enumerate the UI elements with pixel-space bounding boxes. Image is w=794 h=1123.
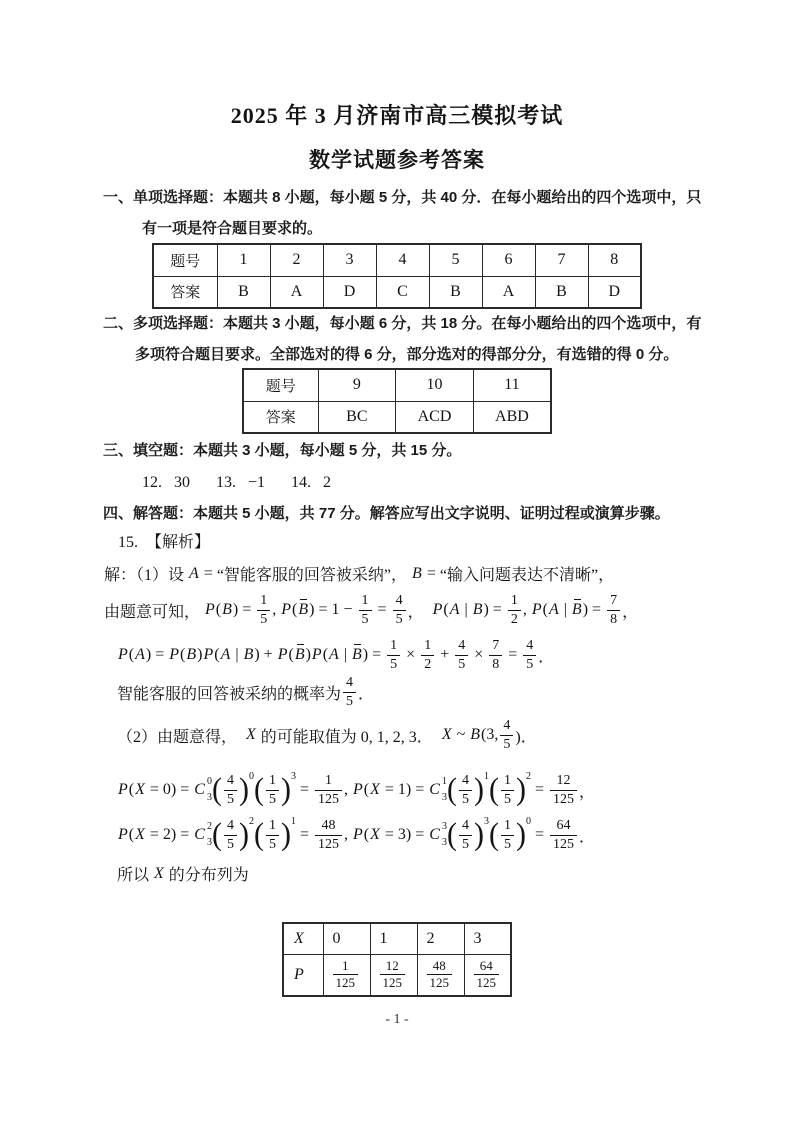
fraction: $\frac{1}{5}$ bbox=[359, 592, 372, 628]
math-operator: = bbox=[180, 826, 190, 843]
table-header-answer: 答案 bbox=[243, 401, 318, 433]
math-operator: = bbox=[415, 781, 425, 798]
dist-x-value: 3 bbox=[464, 923, 511, 954]
math-operator: = bbox=[299, 826, 309, 843]
answer-cell: C bbox=[376, 276, 429, 308]
math-text: 解：（1）设 bbox=[104, 567, 189, 584]
math-variable-overbar: B bbox=[571, 601, 582, 618]
math-text: ) bbox=[483, 601, 489, 618]
math-text: ( bbox=[214, 646, 220, 663]
math-operator: = bbox=[534, 781, 544, 798]
math-text: , bbox=[343, 826, 352, 843]
table-row bbox=[283, 923, 511, 954]
math-text: （2）由题意得， bbox=[117, 728, 246, 746]
math-variable: P bbox=[203, 646, 214, 663]
math-text: ) bbox=[170, 826, 177, 843]
math-text: 的分布列为 bbox=[164, 867, 249, 884]
fraction: $\frac{4}{5}$ bbox=[455, 637, 468, 673]
fraction: $\frac{1}{125}$ bbox=[333, 958, 359, 992]
math-text: ) bbox=[232, 601, 239, 618]
math-text: ( bbox=[128, 781, 135, 798]
dist-p-value bbox=[323, 954, 370, 996]
fraction: $\frac{12}{125}$ bbox=[550, 772, 577, 808]
big-paren: ) bbox=[515, 772, 526, 807]
math-operator: = bbox=[299, 781, 309, 798]
binomial-coefficient: C 3 3 bbox=[429, 821, 447, 848]
fraction: $\frac{4}{5}$ bbox=[224, 817, 237, 853]
math-variable: P bbox=[311, 646, 322, 663]
question-no: 7 bbox=[535, 244, 588, 276]
math-operator: ~ bbox=[456, 726, 466, 743]
math-variable: A bbox=[189, 564, 199, 582]
answer-cell: D bbox=[323, 276, 376, 308]
question-no: 4 bbox=[376, 244, 429, 276]
question-no: 6 bbox=[482, 244, 535, 276]
formula-line-pb bbox=[104, 588, 638, 632]
fraction: $\frac{7}{8}$ bbox=[489, 637, 502, 673]
math-variable: B bbox=[243, 646, 254, 663]
fraction: $\frac{1}{5}$ bbox=[266, 772, 279, 808]
math-operator: = bbox=[508, 646, 518, 663]
math-variable: P bbox=[281, 601, 292, 618]
big-paren: ( bbox=[446, 772, 457, 807]
math-text: ) bbox=[305, 646, 311, 663]
big-paren: ( bbox=[488, 817, 499, 852]
big-paren: ( bbox=[253, 817, 264, 852]
math-text: ， bbox=[407, 603, 432, 621]
math-text: 的可能取值为 0, 1, 2, 3． bbox=[256, 728, 441, 746]
math-variable: X bbox=[135, 826, 145, 843]
math-variable: P bbox=[118, 826, 128, 843]
math-operator: = bbox=[592, 601, 602, 618]
math-text: ) bbox=[405, 781, 412, 798]
superscript: 0 bbox=[525, 816, 531, 827]
math-variable: P bbox=[432, 601, 443, 618]
answer-14 bbox=[291, 467, 331, 498]
math-text: | bbox=[339, 646, 352, 663]
distribution-intro-line bbox=[117, 858, 249, 889]
answer-cell: BC bbox=[318, 401, 396, 433]
answer-13-value: −1 bbox=[248, 474, 266, 491]
page-title: 2025 年 3 月济南市高三模拟考试 bbox=[230, 103, 564, 128]
problem-15-number: 15. bbox=[118, 534, 138, 551]
superscript: 3 bbox=[290, 771, 296, 782]
section4-heading: 四、解答题：本题共 5 小题，共 77 分。解答应写出文字说明、证明过程或演算步骤。 bbox=[103, 505, 670, 522]
fraction: $\frac{4}{5}$ bbox=[459, 772, 472, 808]
math-variable: X bbox=[370, 781, 380, 798]
big-paren: ( bbox=[446, 817, 457, 852]
math-variable: X bbox=[441, 726, 452, 743]
big-paren: ) bbox=[473, 772, 484, 807]
math-text: ( bbox=[180, 646, 186, 663]
question-no: 2 bbox=[270, 244, 323, 276]
table-row bbox=[153, 244, 641, 276]
dist-x-value: 1 bbox=[370, 923, 417, 954]
math-text: ( bbox=[443, 601, 449, 618]
math-variable: P bbox=[352, 826, 363, 843]
math-operator: − bbox=[343, 601, 353, 618]
fraction: $\frac{1}{5}$ bbox=[266, 817, 279, 853]
math-text: | bbox=[231, 646, 243, 663]
dist-p-value bbox=[464, 954, 511, 996]
math-operator: + bbox=[440, 646, 450, 663]
fraction: $\frac{4}{5}$ bbox=[523, 637, 536, 673]
math-text: ) bbox=[582, 601, 589, 618]
big-paren: ( bbox=[211, 817, 222, 852]
table-row bbox=[153, 276, 641, 308]
section2-heading-line2: 多项符合题目要求。全部选对的得 6 分，部分选对的得部分分，有选错的得 0 分。 bbox=[135, 346, 679, 363]
conclusion-line-part1 bbox=[117, 670, 374, 714]
fraction: $\frac{1}{125}$ bbox=[315, 772, 342, 808]
math-operator: = bbox=[384, 781, 394, 798]
fill-in-answers bbox=[142, 467, 357, 498]
answer-12 bbox=[142, 467, 190, 498]
fraction: $\frac{12}{125}$ bbox=[380, 958, 406, 992]
math-text: ( bbox=[128, 826, 135, 843]
distribution-table bbox=[282, 922, 512, 997]
table-header-question-no: 题号 bbox=[153, 244, 217, 276]
math-operator: = bbox=[372, 646, 382, 663]
math-variable: B bbox=[412, 564, 422, 582]
superscript: 1 bbox=[290, 816, 296, 827]
fraction: $\frac{4}{5}$ bbox=[459, 817, 472, 853]
math-text: ) bbox=[254, 646, 260, 663]
math-text: ( bbox=[363, 826, 370, 843]
formula-line-px0-px1 bbox=[117, 768, 595, 812]
math-text: ( bbox=[542, 601, 548, 618]
problem-15-label bbox=[118, 527, 210, 558]
math-text: ) bbox=[405, 826, 412, 843]
answer-12-value: 30 bbox=[174, 474, 190, 491]
dist-p-value bbox=[417, 954, 464, 996]
math-variable: P bbox=[169, 646, 180, 663]
superscript: 2 bbox=[248, 816, 254, 827]
formula-line-px2-px3 bbox=[117, 813, 595, 857]
math-text: “智能客服的回答被采纳”， bbox=[216, 567, 412, 584]
section3-heading: 三、填空题：本题共 3 小题，每小题 5 分，共 15 分。 bbox=[103, 442, 462, 459]
math-operator: = bbox=[426, 564, 436, 582]
math-variable: A bbox=[135, 646, 145, 663]
section2-heading bbox=[103, 308, 703, 370]
answer-14-number: 14. bbox=[291, 474, 312, 491]
fraction: $\frac{48}{125}$ bbox=[427, 958, 453, 992]
answer-cell: B bbox=[429, 276, 482, 308]
answer-13 bbox=[216, 467, 265, 498]
solution-line-part2 bbox=[117, 713, 537, 757]
math-variable: X bbox=[246, 726, 256, 743]
math-text: ( bbox=[288, 646, 294, 663]
page-subtitle: 数学试题参考答案 bbox=[309, 148, 485, 172]
math-variable: A bbox=[329, 646, 339, 663]
math-variable: A bbox=[449, 601, 460, 618]
superscript: 1 bbox=[483, 771, 489, 782]
math-variable: P bbox=[531, 601, 542, 618]
math-text: ． bbox=[538, 648, 555, 666]
section1-heading-line1: 一、单项选择题：本题共 8 小题，每小题 5 分，共 40 分．在每小题给出的四个选项中，只 bbox=[103, 189, 702, 206]
math-text: 1 bbox=[331, 601, 340, 618]
math-text: (3, bbox=[481, 726, 499, 743]
math-text: 所以 bbox=[117, 867, 154, 884]
solution-line-1 bbox=[104, 558, 614, 589]
superscript: 3 bbox=[483, 816, 489, 827]
binomial-coefficient: C 1 3 bbox=[429, 776, 447, 803]
big-paren: ( bbox=[488, 772, 499, 807]
math-operator: = bbox=[180, 781, 190, 798]
math-variable: X bbox=[370, 826, 380, 843]
math-text: , bbox=[272, 601, 281, 618]
dist-x-value: 0 bbox=[323, 923, 370, 954]
binomial-coefficient: C 0 3 bbox=[194, 776, 212, 803]
answer-12-number: 12. bbox=[142, 474, 162, 491]
math-text: )． bbox=[515, 728, 537, 746]
math-variable-overbar: B bbox=[298, 601, 309, 618]
fraction: $\frac{64}{125}$ bbox=[474, 958, 500, 992]
math-operator: = bbox=[534, 826, 544, 843]
math-variable: P bbox=[352, 781, 363, 798]
answer-13-number: 13. bbox=[216, 474, 236, 491]
big-paren: ( bbox=[253, 772, 264, 807]
big-paren: ) bbox=[473, 817, 484, 852]
math-text: ． bbox=[358, 685, 375, 703]
fraction: $\frac{4}{5}$ bbox=[343, 674, 356, 710]
fraction: $\frac{1}{2}$ bbox=[508, 592, 521, 628]
math-text: ． bbox=[578, 828, 595, 846]
math-variable: P bbox=[118, 646, 128, 663]
math-text: ( bbox=[292, 601, 298, 618]
fraction: $\frac{4}{5}$ bbox=[393, 592, 406, 628]
answer-cell: D bbox=[588, 276, 641, 308]
math-operator: × bbox=[406, 646, 416, 663]
math-variable: P bbox=[118, 781, 128, 798]
math-variable: X bbox=[135, 781, 145, 798]
math-text: ) bbox=[170, 781, 177, 798]
math-text: | bbox=[460, 601, 472, 618]
math-variable: P bbox=[205, 601, 215, 618]
answer-cell: A bbox=[482, 276, 535, 308]
math-text: | bbox=[559, 601, 571, 618]
answer-cell: ACD bbox=[396, 401, 474, 433]
table-row bbox=[283, 954, 511, 996]
problem-15-analysis-tag: 【解析】 bbox=[146, 534, 211, 551]
answer-cell: ABD bbox=[473, 401, 551, 433]
math-text: 0 bbox=[162, 781, 171, 798]
math-operator: × bbox=[474, 646, 484, 663]
math-operator: = bbox=[203, 564, 213, 582]
dist-x-label: X bbox=[283, 923, 323, 954]
math-text: , bbox=[522, 601, 531, 618]
math-text: 由题意可知， bbox=[104, 603, 205, 621]
math-variable: B bbox=[186, 646, 197, 663]
big-paren: ) bbox=[238, 817, 249, 852]
dist-p-value bbox=[370, 954, 417, 996]
dist-p-label: P bbox=[283, 954, 323, 996]
math-text: 智能客服的回答被采纳的概率为 bbox=[117, 685, 342, 703]
math-operator: = bbox=[384, 826, 394, 843]
math-text: ， bbox=[622, 603, 639, 621]
math-variable: P bbox=[277, 646, 288, 663]
big-paren: ( bbox=[211, 772, 222, 807]
question-no: 3 bbox=[323, 244, 376, 276]
math-operator: = bbox=[149, 826, 159, 843]
big-paren: ) bbox=[280, 772, 291, 807]
binomial-coefficient: C 2 3 bbox=[194, 821, 212, 848]
big-paren: ) bbox=[238, 772, 249, 807]
math-variable: B bbox=[472, 601, 483, 618]
math-text: 2 bbox=[162, 826, 171, 843]
question-no: 9 bbox=[318, 369, 396, 401]
table-header-answer: 答案 bbox=[153, 276, 217, 308]
math-text: ( bbox=[322, 646, 329, 663]
fraction: $\frac{1}{2}$ bbox=[421, 637, 434, 673]
math-operator: = bbox=[318, 601, 328, 618]
math-variable: X bbox=[154, 864, 164, 882]
math-text: , bbox=[343, 781, 352, 798]
math-text: ) bbox=[145, 646, 152, 663]
math-operator: = bbox=[242, 601, 252, 618]
math-variable-overbar: B bbox=[294, 646, 305, 663]
math-text: ， bbox=[578, 783, 595, 801]
question-no: 5 bbox=[429, 244, 482, 276]
math-text: ( bbox=[128, 646, 135, 663]
big-paren: ) bbox=[280, 817, 291, 852]
fraction: $\frac{4}{5}$ bbox=[500, 717, 513, 753]
table-header-question-no: 题号 bbox=[243, 369, 318, 401]
math-variable: A bbox=[220, 646, 231, 663]
table-row bbox=[243, 401, 551, 433]
math-text: “输入问题表达不清晰”， bbox=[439, 567, 615, 584]
answer-cell: B bbox=[217, 276, 270, 308]
superscript: 2 bbox=[525, 771, 531, 782]
math-variable: A bbox=[548, 601, 559, 618]
answer-14-value: 2 bbox=[323, 474, 332, 491]
math-operator: = bbox=[155, 646, 165, 663]
fraction: $\frac{4}{5}$ bbox=[224, 772, 237, 808]
question-no: 1 bbox=[217, 244, 270, 276]
math-text: ) bbox=[197, 646, 203, 663]
math-variable-overbar: B bbox=[352, 646, 362, 663]
math-operator: = bbox=[377, 601, 387, 618]
math-variable: B bbox=[222, 601, 232, 618]
math-text: ) bbox=[309, 601, 315, 618]
superscript: 0 bbox=[248, 771, 254, 782]
math-operator: = bbox=[149, 781, 159, 798]
fraction: $\frac{7}{8}$ bbox=[607, 592, 620, 628]
fraction: $\frac{1}{5}$ bbox=[501, 817, 514, 853]
answer-cell: B bbox=[535, 276, 588, 308]
math-text: 1 bbox=[397, 781, 406, 798]
section1-heading bbox=[103, 182, 703, 244]
fraction: $\frac{1}{5}$ bbox=[387, 637, 400, 673]
math-text: 3 bbox=[397, 826, 406, 843]
question-no: 10 bbox=[396, 369, 474, 401]
single-choice-answer-table bbox=[152, 243, 642, 309]
math-operator: + bbox=[263, 646, 273, 663]
section1-heading-line2: 有一项是符合题目要求的。 bbox=[142, 220, 323, 237]
fraction: $\frac{64}{125}$ bbox=[550, 817, 577, 853]
math-text: ( bbox=[363, 781, 370, 798]
multi-choice-answer-table bbox=[242, 368, 552, 434]
question-no: 8 bbox=[588, 244, 641, 276]
table-row bbox=[243, 369, 551, 401]
fraction: $\frac{1}{5}$ bbox=[257, 592, 270, 628]
big-paren: ) bbox=[515, 817, 526, 852]
math-variable: B bbox=[470, 726, 481, 743]
fraction: $\frac{1}{5}$ bbox=[501, 772, 514, 808]
math-operator: = bbox=[415, 826, 425, 843]
math-text: ) bbox=[362, 646, 369, 663]
section2-heading-line1: 二、多项选择题：本题共 3 小题，每小题 6 分，共 18 分。在每小题给出的四个选项中，有 bbox=[103, 315, 702, 332]
page-number: - 1 - bbox=[385, 1012, 409, 1027]
question-no: 11 bbox=[473, 369, 551, 401]
fraction: $\frac{48}{125}$ bbox=[315, 817, 342, 853]
dist-x-value: 2 bbox=[417, 923, 464, 954]
math-text: ( bbox=[215, 601, 222, 618]
math-operator: = bbox=[492, 601, 502, 618]
answer-cell: A bbox=[270, 276, 323, 308]
